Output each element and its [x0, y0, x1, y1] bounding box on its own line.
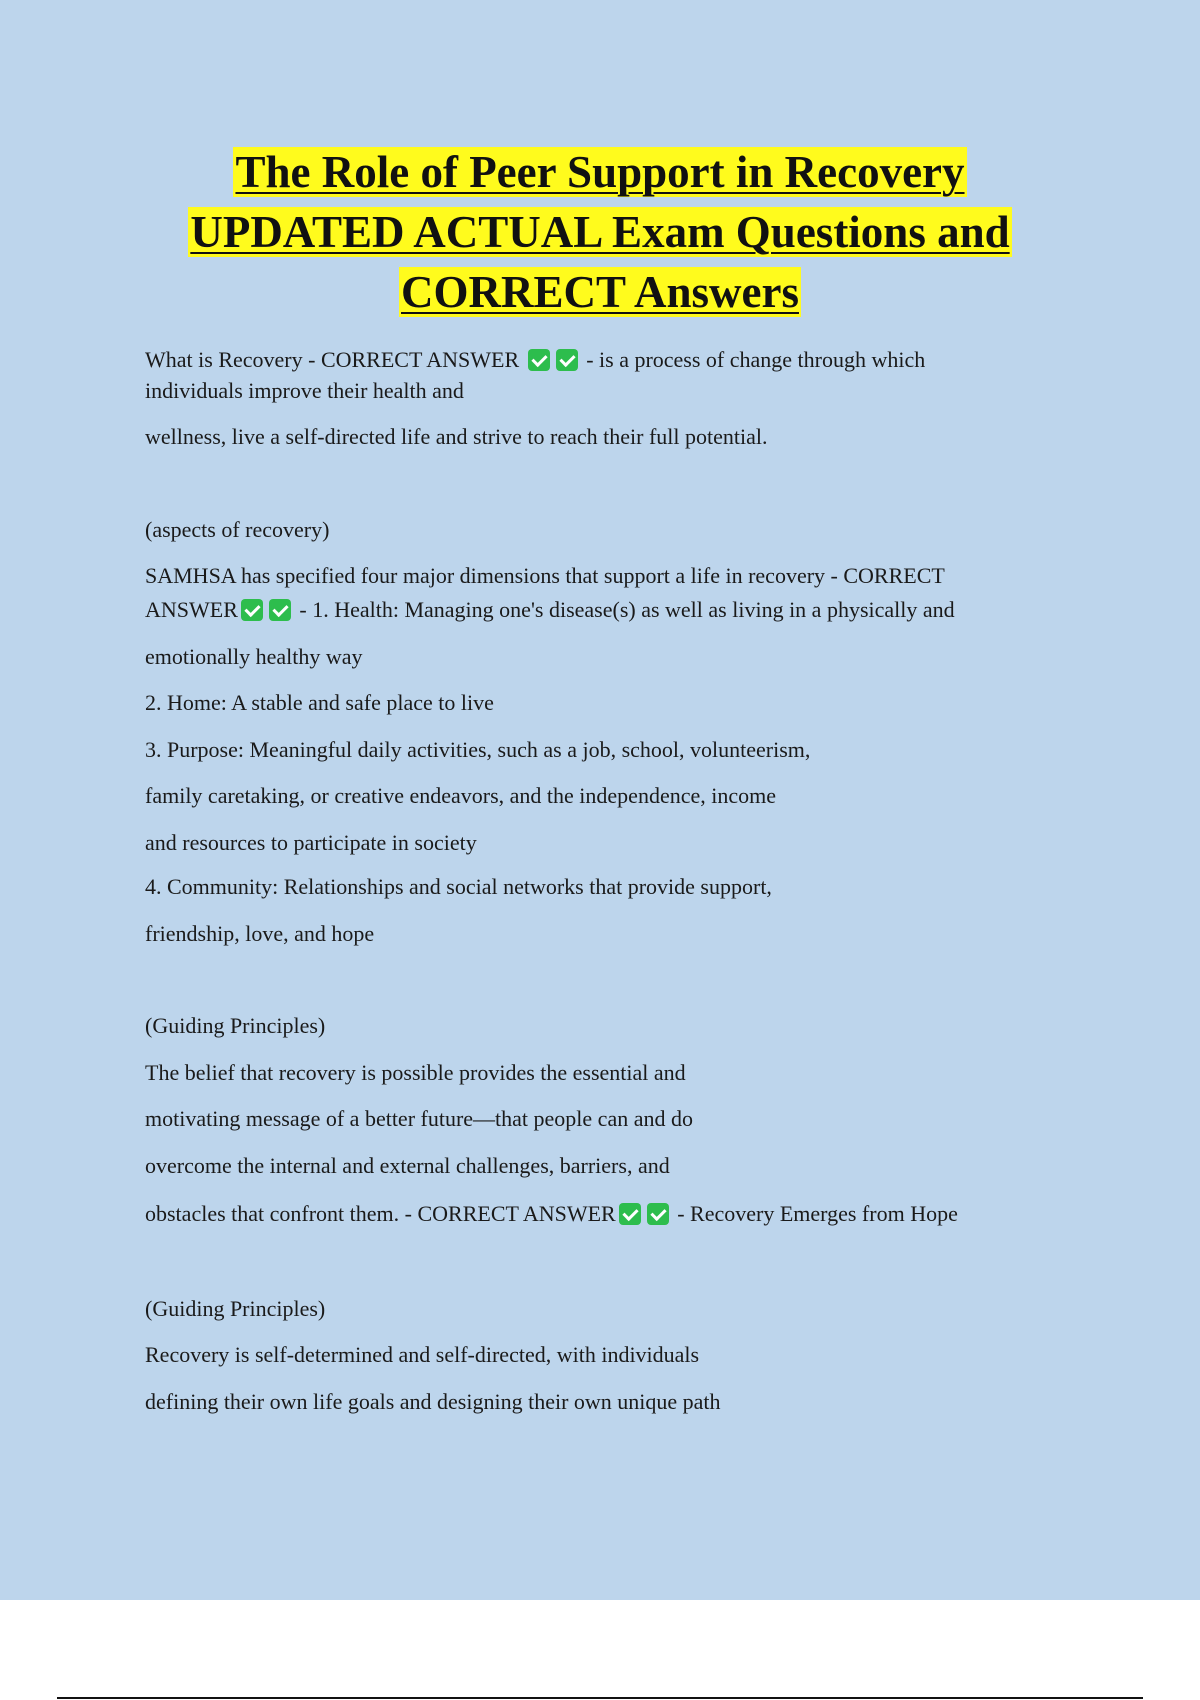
q3-prefix: obstacles that confront them. - [145, 1201, 418, 1226]
q2-line-4: 2. Home: A stable and safe place to live [145, 690, 494, 715]
q2-line-6: family caretaking, or creative endeavors, and the independence, income [145, 783, 776, 808]
q4-line-2: defining their own life goals and designing their own unique path [145, 1389, 721, 1414]
title-line-2: UPDATED ACTUAL Exam Questions and [190, 207, 1010, 257]
q3-answer-text: - Recovery Emerges from Hope [671, 1201, 958, 1226]
title-line-1: The Role of Peer Support in Recovery [235, 147, 965, 197]
title-line-3: CORRECT Answers [401, 267, 799, 317]
q2-line-8: 4. Community: Relationships and social networks that provide support, [145, 874, 772, 899]
check-box-icon [269, 599, 291, 621]
document-title [100, 142, 1100, 322]
q1-answer-start: - is a process of change through which [580, 347, 926, 372]
q3-line-3: overcome the internal and external challenges, barriers, and [145, 1153, 670, 1178]
q2-line-3: emotionally healthy way [145, 644, 363, 669]
q2-answer-prefix: ANSWER [145, 597, 238, 622]
q4-line-1: Recovery is self-determined and self-directed, with individuals [145, 1342, 700, 1367]
check-box-icon [647, 1203, 669, 1225]
q1-prefix: What is Recovery - [145, 347, 321, 372]
answer-marker: CORRECT ANSWER [320, 347, 520, 372]
q1-line-2: individuals improve their health and [145, 378, 464, 403]
q2-line-1: SAMHSA has specified four major dimensions that support a life in recovery - CORRECT [145, 563, 945, 588]
q4-category: (Guiding Principles) [145, 1296, 326, 1321]
q3-line-2: motivating message of a better future—that people can and do [145, 1106, 693, 1131]
check-box-icon [556, 349, 578, 371]
q1-line-1 [145, 347, 925, 373]
answer-marker: CORRECT ANSWER [417, 1201, 616, 1226]
q3-line-4 [145, 1201, 958, 1227]
check-box-icon [241, 599, 263, 621]
footer-divider [57, 1697, 1143, 1699]
q2-line-5: 3. Purpose: Meaningful daily activities, such as a job, school, volunteerism, [145, 737, 811, 762]
q1-line-3: wellness, live a self-directed life and strive to reach their full potential. [145, 424, 768, 449]
q2-line-7: and resources to participate in society [145, 830, 477, 855]
q2-line-9: friendship, love, and hope [145, 921, 375, 946]
check-box-icon [619, 1203, 641, 1225]
q3-category: (Guiding Principles) [145, 1013, 326, 1038]
q2-answer-text: - 1. Health: Managing one's disease(s) as well as living in a physically and [293, 597, 955, 622]
check-box-icon [528, 349, 550, 371]
q2-line-2 [145, 597, 955, 623]
q3-line-1: The belief that recovery is possible provides the essential and [145, 1060, 686, 1085]
q2-category: (aspects of recovery) [145, 517, 330, 542]
